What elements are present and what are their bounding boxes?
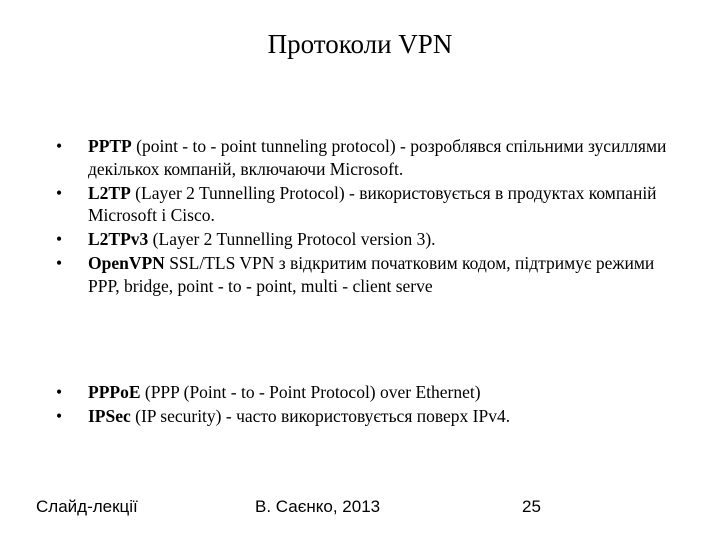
bullet-list-protocols-extra [56, 381, 672, 429]
protocol-term: IPSec [88, 406, 131, 426]
protocol-description: (Layer 2 Tunnelling Protocol) - використовується в продуктах компаній Microsoft і Cisco. [88, 182, 657, 225]
list-item [56, 252, 672, 297]
protocol-term: PPTP [88, 136, 132, 156]
bullet-icon: • [56, 253, 63, 273]
protocol-description: SSL/TLS VPN з відкритим початковим кодом, підтримує режими PPP, bridge, point - to - point, multi - client serve [88, 253, 655, 296]
protocol-description: (PPP (Point - to - Point Protocol) over Ethernet) [140, 382, 481, 402]
bullet-icon: • [56, 136, 63, 156]
bullet-icon: • [56, 182, 63, 203]
list-item [56, 228, 672, 251]
slide-title: Протоколи VPN [267, 29, 453, 59]
bullet-icon: • [56, 229, 63, 249]
protocol-term: PPPoE [88, 382, 141, 402]
protocol-description: (IP security) - часто використовується поверх IPv4. [130, 406, 511, 426]
bullet-list-protocols [56, 135, 672, 299]
list-item [56, 381, 672, 404]
bullet-icon: • [56, 382, 63, 402]
footer-lecture-label: Слайд-лекції [36, 497, 138, 516]
protocol-term: L2TPv3 [88, 229, 149, 249]
list-item [56, 405, 672, 428]
protocol-description: (Layer 2 Tunnelling Protocol version 3). [148, 229, 436, 249]
list-item [56, 182, 672, 227]
list-item [56, 135, 672, 180]
protocol-term: OpenVPN [88, 253, 165, 273]
protocol-description: (point - to - point tunneling protocol) - розроблявся спільними зусиллями декількох компаній, включаючи Microsoft. [88, 136, 667, 179]
slide-page-number: 25 [522, 497, 541, 516]
footer-author: В. Саєнко, 2013 [255, 497, 381, 516]
bullet-icon: • [56, 406, 63, 426]
protocol-term: L2TP [88, 182, 131, 203]
